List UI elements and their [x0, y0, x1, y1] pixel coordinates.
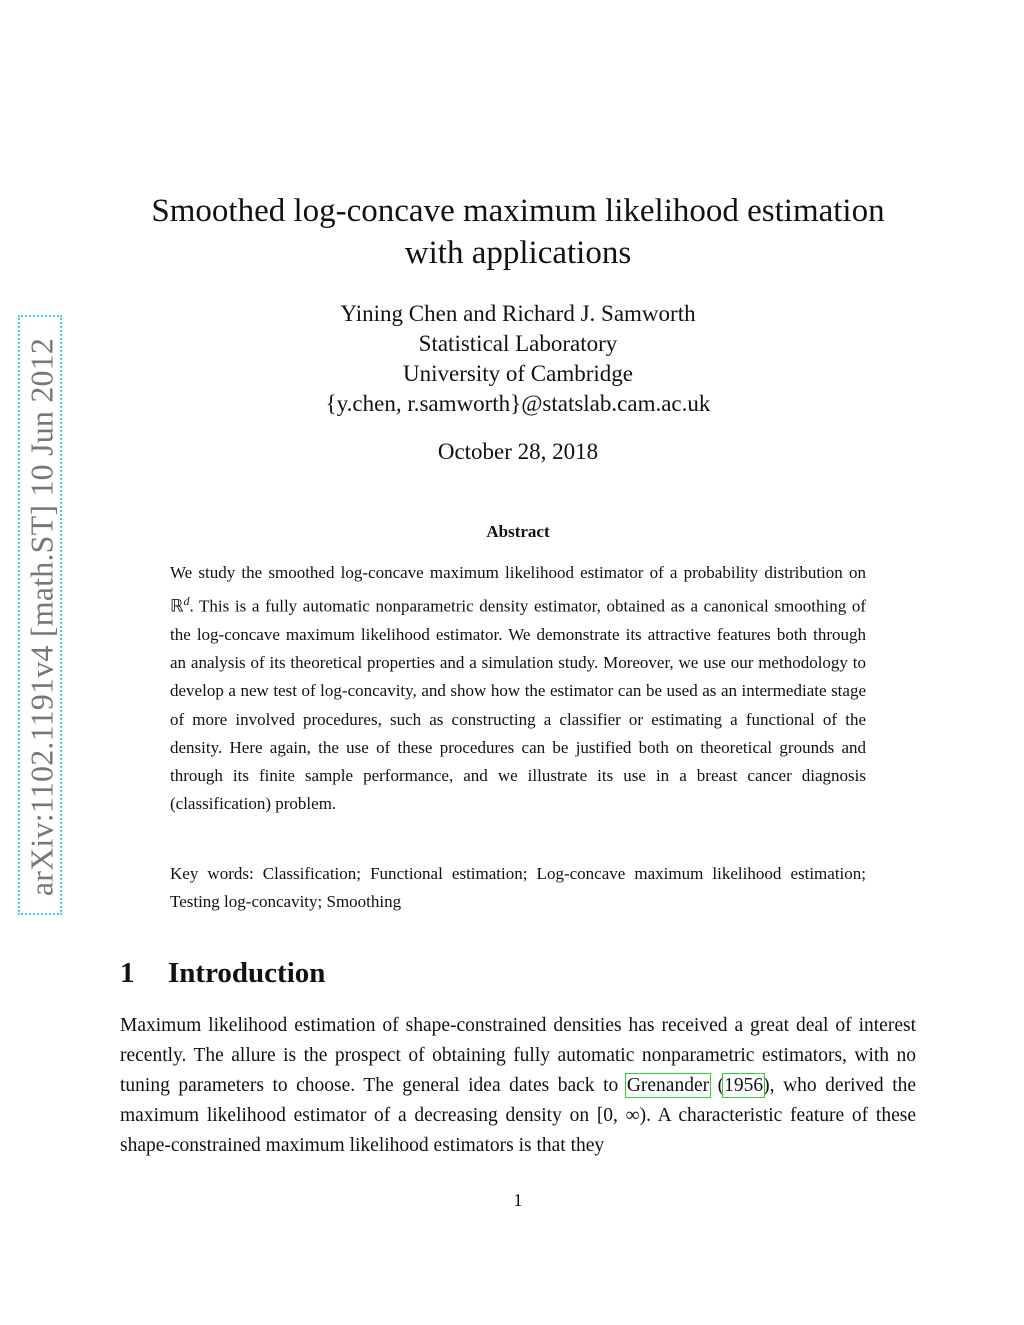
- keywords: Key words: Classification; Functional estimation; Log-concave maximum likelihood estimation; Testing log-concavity; Smoothing: [170, 864, 866, 912]
- page-number: 1: [513, 1190, 523, 1210]
- section-heading-introduction: [120, 955, 325, 991]
- citation-open: (: [709, 1075, 725, 1096]
- math-real-space: ℝ: [170, 596, 184, 616]
- intro-text-2: ), who derived the maximum likelihood estimator of a decreasing density on [0, ∞). A characteristic feature of these shape-constrained maximum likelihood estimators is that they: [120, 1075, 917, 1156]
- author-email: {y.chen, r.samworth}@statslab.cam.ac.uk: [325, 391, 711, 416]
- arxiv-stamp: [18, 315, 62, 915]
- abstract-text-pre: We study the smoothed log-concave maximum likelihood estimator of a probability distribution on: [170, 563, 866, 582]
- intro-text-1: Maximum likelihood estimation of shape-constrained densities has received a great deal of interest recently. The allure is the prospect of obtaining fully automatic nonparametric estimators, with no tuning parameters to choose. The general idea dates back to: [120, 1015, 916, 1096]
- abstract-text: [170, 559, 866, 818]
- title-line-1: Smoothed log-concave maximum likelihood estimation: [151, 193, 885, 229]
- citation-link-year[interactable]: 1956: [724, 1075, 764, 1096]
- intro-paragraph: [120, 1011, 916, 1161]
- citation-link-author[interactable]: Grenander: [626, 1075, 710, 1096]
- affiliation-university: University of Cambridge: [403, 361, 633, 386]
- author-block: [120, 299, 916, 419]
- section-number: 1: [120, 957, 135, 989]
- title-line-2: with applications: [404, 235, 632, 271]
- abstract-text-post: . This is a fully automatic nonparametric density estimator, obtained as a canonical smoothing of the log-concave maximum likelihood estimator. We demonstrate its attractive features both through an analysis of its theoretical properties and a simulation study. Moreover, we use our methodology to develop a new test of log-concavity, and show how the estimator can be used as an intermediate stage of more involved procedures, such as constructing a classifier or estimating a functional of the density. Here again, the use of these procedures can be justified both on theoretical grounds and through its finite sample performance, and we illustrate its use in a breast cancer diagnosis (classification) problem.: [170, 596, 866, 814]
- paper-date: October 28, 2018: [437, 439, 599, 464]
- section-title: Introduction: [168, 957, 326, 989]
- math-dimension: d: [183, 594, 190, 609]
- affiliation-lab: Statistical Laboratory: [418, 331, 618, 356]
- paper-title: [120, 190, 916, 274]
- arxiv-stamp-text: arXiv:1102.1191v4 [math.ST] 10 Jun 2012: [23, 337, 60, 897]
- abstract-heading: Abstract: [486, 522, 550, 541]
- author-names: Yining Chen and Richard J. Samworth: [340, 301, 696, 326]
